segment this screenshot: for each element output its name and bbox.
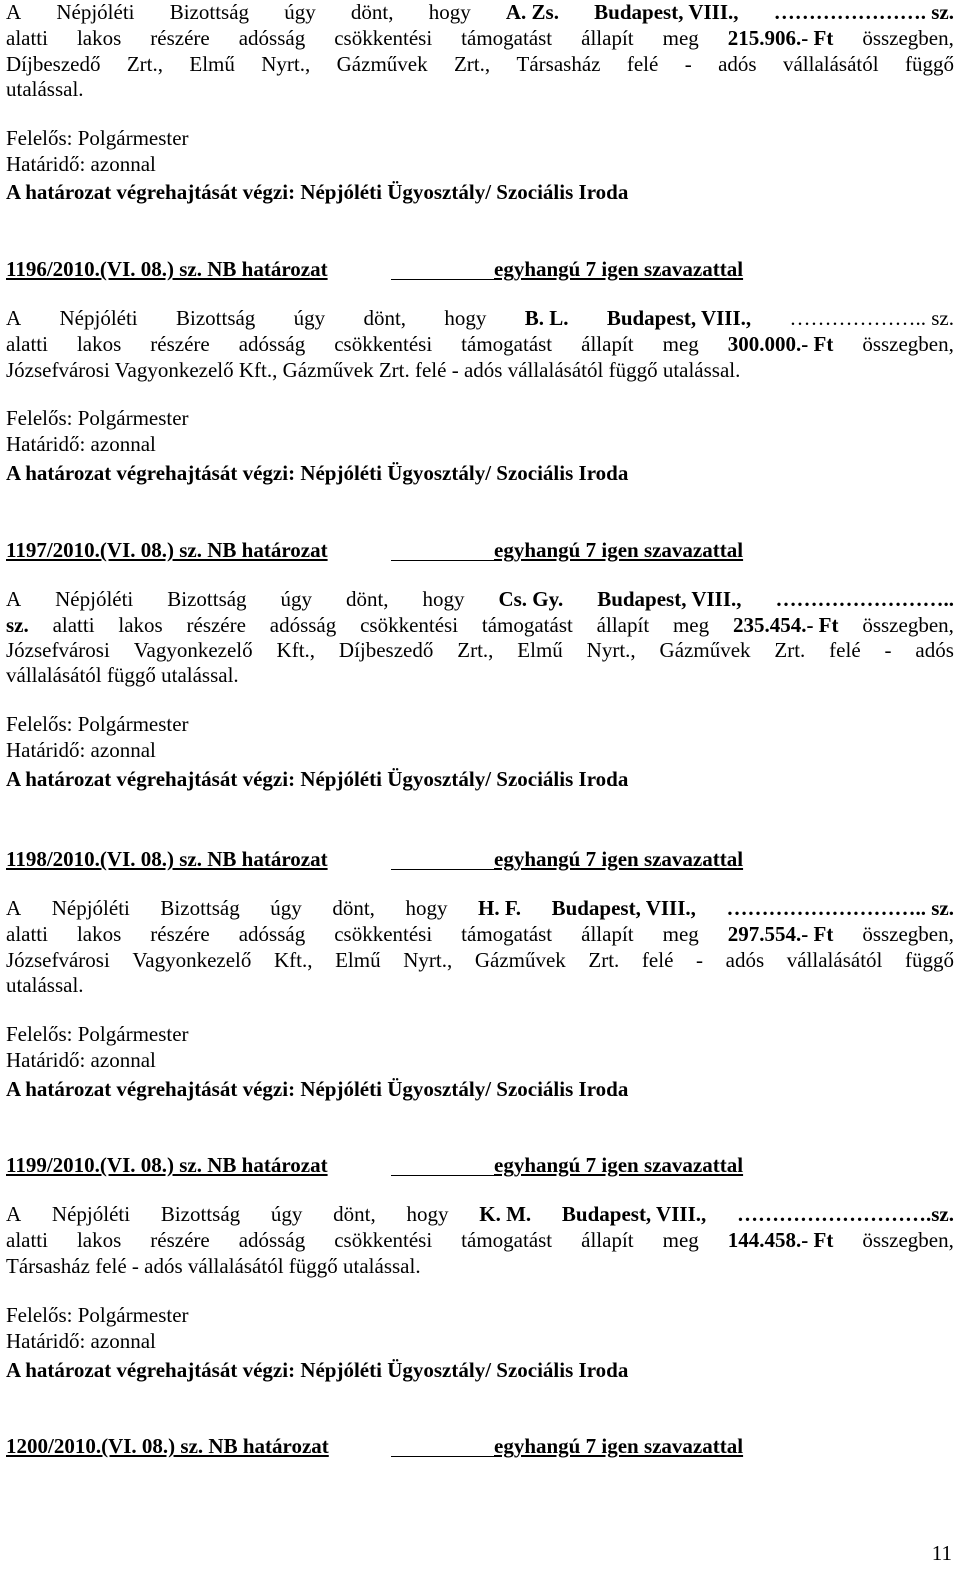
- body-word: vállalásától: [782, 52, 879, 76]
- body-word: felé: [626, 52, 659, 76]
- body-word: Józsefvárosi: [6, 948, 110, 972]
- body-word: Budapest, VIII.,: [551, 896, 696, 920]
- body-word: adós: [915, 638, 954, 662]
- body-word: Bizottság: [167, 587, 247, 611]
- body-word: 297.554.- Ft: [727, 922, 834, 946]
- body-word: adósság: [238, 332, 306, 356]
- body-line: [6, 613, 954, 638]
- body-word: Kft.,: [274, 948, 313, 972]
- body-line: [6, 1254, 954, 1279]
- body-word: alatti: [6, 1228, 48, 1252]
- body-word: 144.458.- Ft: [727, 1228, 834, 1252]
- body-word: H. F.: [478, 896, 522, 920]
- body-line: [6, 0, 954, 25]
- body-word: támogatást: [461, 922, 553, 946]
- body-word: úgy: [293, 306, 326, 330]
- body-line: [6, 638, 954, 663]
- body-word: felé: [641, 948, 674, 972]
- resolution-heading: [6, 538, 954, 563]
- body-word: csökkentési: [334, 1228, 433, 1252]
- body-word: összegben,: [862, 613, 954, 637]
- body-word: összegben,: [862, 922, 954, 946]
- body-word: részére: [186, 613, 246, 637]
- responsible-line: Felelős: Polgármester: [6, 406, 189, 430]
- body-word: csökkentési: [334, 332, 433, 356]
- body-word: Népjóléti: [51, 1202, 131, 1226]
- body-word: részére: [150, 26, 210, 50]
- body-line: [6, 663, 954, 688]
- body-word: állapít: [596, 613, 650, 637]
- body-word: Józsefvárosi: [6, 638, 110, 662]
- body-word: Díjbeszedő: [338, 638, 434, 662]
- body-word: B. L.: [524, 306, 569, 330]
- body-word: Cs. Gy.: [498, 587, 564, 611]
- vote-result: egyhangú 7 igen szavazattal: [494, 538, 744, 562]
- body-word: 235.454.- Ft: [732, 613, 839, 637]
- body-word: adós: [718, 52, 757, 76]
- deadline-line: Határidő: azonnal: [6, 1329, 156, 1353]
- body-word: vállalásától függő utalással.: [6, 663, 239, 687]
- body-word: -: [884, 638, 892, 662]
- body-word: dönt,: [363, 306, 407, 330]
- body-word: adósság: [238, 922, 306, 946]
- deadline-line: Határidő: azonnal: [6, 738, 156, 762]
- execution-line: A határozat végrehajtását végzi: Népjóléti Ügyosztály/ Szociális Iroda: [6, 180, 629, 204]
- body-word: Elmű: [517, 638, 563, 662]
- body-line: [6, 973, 954, 998]
- resolution-heading: [6, 1153, 954, 1178]
- body-word: úgy: [280, 587, 313, 611]
- body-word: dönt,: [345, 587, 389, 611]
- body-line: [6, 948, 954, 973]
- body-word: Bizottság: [175, 306, 256, 330]
- resolution-number: 1197/2010.(VI. 08.) sz. NB határozat: [6, 538, 328, 562]
- body-line: [6, 1202, 954, 1227]
- body-word: A: [6, 896, 22, 920]
- body-word: Zrt.: [774, 638, 806, 662]
- body-word: részére: [150, 922, 210, 946]
- body-word: Budapest, VIII.,: [606, 306, 752, 330]
- body-word: …………………. sz.: [773, 0, 954, 24]
- responsible-line: Felelős: Polgármester: [6, 712, 189, 736]
- body-word: Zrt.,: [453, 52, 491, 76]
- body-word: Népjóléti: [56, 0, 135, 24]
- body-word: A. Zs.: [505, 0, 559, 24]
- body-word: függő: [904, 948, 954, 972]
- body-word: részére: [150, 332, 210, 356]
- body-word: dönt,: [332, 896, 375, 920]
- body-word: utalással.: [6, 77, 84, 101]
- body-word: támogatást: [481, 613, 573, 637]
- body-word: utalással.: [6, 973, 84, 997]
- body-word: támogatást: [461, 1228, 553, 1252]
- resolution-number: 1196/2010.(VI. 08.) sz. NB határozat: [6, 257, 328, 281]
- body-word: A: [6, 306, 22, 330]
- heading-underline: [391, 279, 494, 280]
- body-word: Gázművek: [474, 948, 566, 972]
- resolution-number: 1199/2010.(VI. 08.) sz. NB határozat: [6, 1153, 328, 1177]
- body-word: Népjóléti: [55, 587, 134, 611]
- body-word: csökkentési: [360, 613, 459, 637]
- body-word: Gázművek: [659, 638, 751, 662]
- resolution-heading: [6, 257, 954, 282]
- body-word: állapít: [581, 332, 634, 356]
- body-word: csökkentési: [334, 26, 433, 50]
- body-word: Elmű: [335, 948, 381, 972]
- body-word: lakos: [118, 613, 163, 637]
- body-word: sz.: [6, 613, 29, 637]
- body-word: 300.000.- Ft: [727, 332, 834, 356]
- execution-line: A határozat végrehajtását végzi: Népjóléti Ügyosztály/ Szociális Iroda: [6, 1077, 629, 1101]
- heading-underline: [391, 1175, 494, 1176]
- body-word: -: [696, 948, 704, 972]
- responsible-line: Felelős: Polgármester: [6, 1303, 189, 1327]
- heading-underline: [391, 869, 494, 870]
- resolution-number: 1198/2010.(VI. 08.) sz. NB határozat: [6, 847, 328, 871]
- body-word: Zrt.: [588, 948, 620, 972]
- responsible-line: Felelős: Polgármester: [6, 1022, 189, 1046]
- body-word: állapít: [581, 922, 634, 946]
- body-word: állapít: [581, 26, 634, 50]
- body-word: felé: [829, 638, 861, 662]
- body-word: állapít: [581, 1228, 634, 1252]
- body-word: alatti: [52, 613, 95, 637]
- body-line: [6, 306, 954, 331]
- deadline-line: Határidő: azonnal: [6, 1048, 156, 1072]
- body-word: adósság: [238, 26, 306, 50]
- body-word: Vagyonkezelő: [132, 948, 252, 972]
- body-word: úgy: [270, 896, 302, 920]
- heading-underline: [391, 1456, 494, 1457]
- body-word: K. M.: [479, 1202, 532, 1226]
- body-word: Zrt.,: [126, 52, 164, 76]
- body-word: alatti: [6, 332, 48, 356]
- body-line: [6, 922, 954, 947]
- body-word: meg: [662, 332, 699, 356]
- deadline-line: Határidő: azonnal: [6, 432, 156, 456]
- body-word: hogy: [428, 0, 471, 24]
- body-word: Elmű: [189, 52, 235, 76]
- body-word: ……………………..: [775, 587, 954, 611]
- body-word: úgy: [284, 0, 316, 24]
- execution-line: A határozat végrehajtását végzi: Népjóléti Ügyosztály/ Szociális Iroda: [6, 461, 629, 485]
- body-word: 215.906.- Ft: [727, 26, 834, 50]
- body-word: Gázművek: [336, 52, 428, 76]
- body-word: részére: [150, 1228, 210, 1252]
- body-word: hogy: [444, 306, 487, 330]
- heading-underline: [391, 560, 494, 561]
- body-word: Bizottság: [160, 896, 240, 920]
- body-word: ……………………….sz.: [737, 1202, 954, 1226]
- body-word: Nyrt.,: [261, 52, 311, 76]
- body-word: függő: [904, 52, 954, 76]
- resolution-heading: [6, 847, 954, 872]
- vote-result: egyhangú 7 igen szavazattal: [494, 1153, 744, 1177]
- body-word: adósság: [269, 613, 337, 637]
- body-word: dönt,: [333, 1202, 376, 1226]
- resolution-heading: [6, 1434, 954, 1459]
- body-word: ……………….. sz.: [789, 306, 954, 330]
- body-word: Józsefvárosi Vagyonkezelő Kft., Gázművek Zrt. felé - adós vállalásától függő utalással.: [6, 358, 741, 382]
- body-word: Bizottság: [169, 0, 250, 24]
- body-word: vállalásától: [786, 948, 883, 972]
- body-word: lakos: [76, 1228, 122, 1252]
- body-line: [6, 896, 954, 921]
- body-word: meg: [662, 922, 699, 946]
- body-word: csökkentési: [334, 922, 433, 946]
- body-word: hogy: [406, 1202, 449, 1226]
- vote-result: egyhangú 7 igen szavazattal: [494, 1434, 744, 1458]
- body-word: lakos: [76, 922, 122, 946]
- body-line: [6, 1228, 954, 1253]
- body-word: lakos: [76, 332, 122, 356]
- body-line: [6, 77, 954, 102]
- body-word: összegben,: [862, 1228, 954, 1252]
- body-word: adósság: [238, 1228, 306, 1252]
- body-word: A: [6, 0, 22, 24]
- body-word: hogy: [422, 587, 465, 611]
- resolution-number: 1200/2010.(VI. 08.) sz. NB határozat: [6, 1434, 329, 1458]
- body-word: összegben,: [862, 332, 954, 356]
- deadline-line: Határidő: azonnal: [6, 152, 156, 176]
- body-word: Díjbeszedő: [6, 52, 101, 76]
- body-line: [6, 587, 954, 612]
- body-word: Népjóléti: [51, 896, 130, 920]
- body-word: Bizottság: [160, 1202, 241, 1226]
- body-word: támogatást: [461, 332, 553, 356]
- body-line: [6, 332, 954, 357]
- body-word: -: [684, 52, 692, 76]
- body-word: úgy: [270, 1202, 303, 1226]
- body-word: Budapest, VIII.,: [597, 587, 742, 611]
- body-word: Vagyonkezelő: [133, 638, 253, 662]
- body-word: ……………………….. sz.: [726, 896, 954, 920]
- body-word: Kft.,: [276, 638, 316, 662]
- body-word: dönt,: [350, 0, 394, 24]
- body-word: támogatást: [461, 26, 553, 50]
- body-word: alatti: [6, 922, 48, 946]
- body-word: meg: [662, 26, 699, 50]
- body-line: [6, 52, 954, 77]
- body-word: adós: [725, 948, 765, 972]
- body-word: A: [6, 587, 22, 611]
- body-word: A: [6, 1202, 22, 1226]
- body-word: Nyrt.,: [586, 638, 636, 662]
- execution-line: A határozat végrehajtását végzi: Népjóléti Ügyosztály/ Szociális Iroda: [6, 1358, 629, 1382]
- body-word: Budapest, VIII.,: [561, 1202, 707, 1226]
- body-word: Társasház felé - adós vállalásától függő utalással.: [6, 1254, 421, 1278]
- body-word: alatti: [6, 26, 48, 50]
- responsible-line: Felelős: Polgármester: [6, 126, 189, 150]
- vote-result: egyhangú 7 igen szavazattal: [494, 257, 744, 281]
- body-word: Budapest, VIII.,: [594, 0, 739, 24]
- body-word: összegben,: [862, 26, 954, 50]
- body-word: Zrt.,: [457, 638, 494, 662]
- body-word: Nyrt.,: [403, 948, 453, 972]
- execution-line: A határozat végrehajtását végzi: Népjóléti Ügyosztály/ Szociális Iroda: [6, 767, 629, 791]
- body-word: hogy: [405, 896, 448, 920]
- page-number: 11: [931, 1541, 952, 1565]
- body-word: meg: [672, 613, 710, 637]
- body-line: [6, 26, 954, 51]
- body-word: Társasház: [516, 52, 601, 76]
- body-word: Népjóléti: [59, 306, 138, 330]
- body-line: [6, 358, 954, 383]
- body-word: lakos: [76, 26, 122, 50]
- vote-result: egyhangú 7 igen szavazattal: [494, 847, 744, 871]
- body-word: meg: [662, 1228, 699, 1252]
